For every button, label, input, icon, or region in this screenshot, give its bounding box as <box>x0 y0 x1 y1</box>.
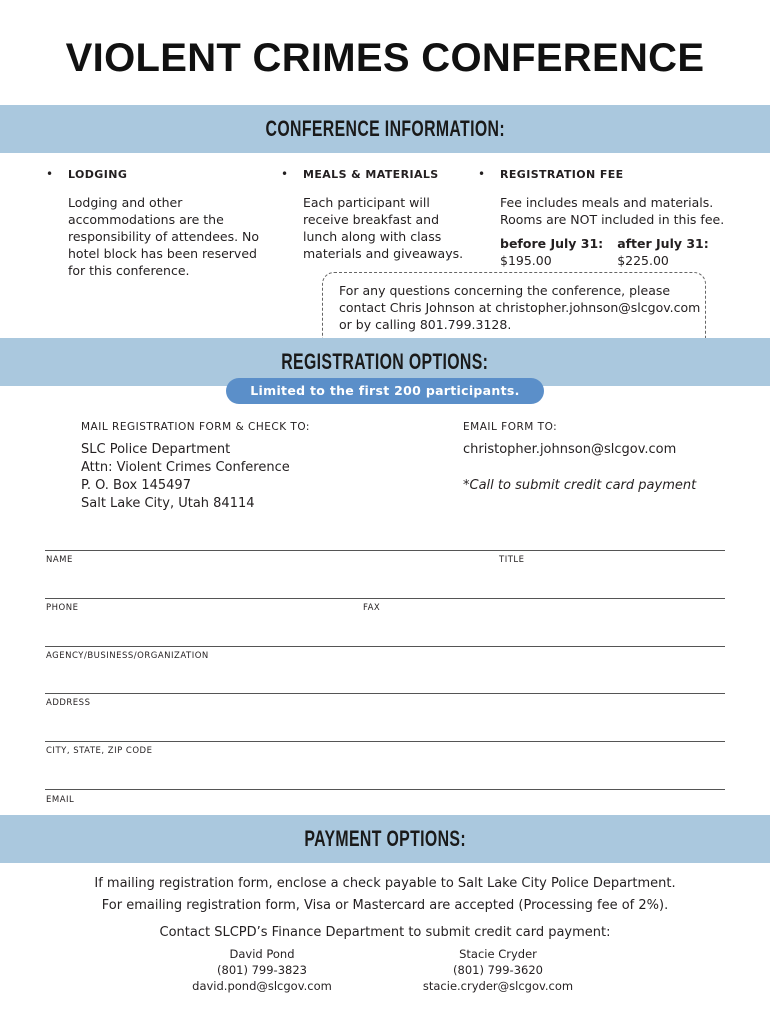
email-address-link[interactable]: christopher.johnson@slcgov.com <box>463 442 677 457</box>
mail-heading: MAIL REGISTRATION FORM & CHECK TO: <box>81 421 310 433</box>
contact-email[interactable]: stacie.cryder@slcgov.com <box>422 979 574 993</box>
page-title: VIOLENT CRIMES CONFERENCE <box>65 36 705 80</box>
registration-heading: REGISTRATION OPTIONS: <box>281 349 489 374</box>
email-field-label: EMAIL <box>46 795 75 805</box>
fee-before-value: $195.00 <box>500 253 552 268</box>
conference-info-heading: CONFERENCE INFORMATION: <box>265 116 505 141</box>
phone-field-label: PHONE <box>46 603 79 613</box>
fee-text: Fee includes meals and materials. Rooms are NOT included in this fee. <box>500 195 725 227</box>
name-line[interactable] <box>45 550 725 551</box>
agency-field-label: AGENCY/BUSINESS/ORGANIZATION <box>46 651 209 661</box>
questions-box: For any questions concerning the conference, please contact Chris Johnson at christopher.johnson@slcgov.com or by calling 801.799.3128. <box>322 272 706 344</box>
meals-heading: MEALS & MATERIALS <box>303 168 439 181</box>
meals-column <box>281 166 473 262</box>
bullet-icon: • <box>478 167 486 181</box>
fee-column <box>478 166 750 269</box>
fee-table <box>500 235 750 269</box>
fee-before <box>500 235 603 269</box>
fee-before-label: before July 31: <box>500 236 604 251</box>
fee-after-label: after July 31: <box>617 236 709 251</box>
conference-info-band <box>0 105 770 153</box>
fee-after-value: $225.00 <box>617 253 669 268</box>
payment-contact-text: Contact SLCPD’s Finance Department to submit credit card payment: <box>159 925 611 940</box>
fax-field-label: FAX <box>363 603 381 613</box>
meals-text: Each participant will receive breakfast and lunch along with class materials and giveaways. <box>303 195 464 261</box>
contact-stacie <box>388 946 608 994</box>
participant-limit-badge: Limited to the first 200 participants. <box>226 378 544 404</box>
contact-name: David Pond <box>229 947 295 961</box>
lodging-heading: LODGING <box>68 168 128 181</box>
phone-line[interactable] <box>45 598 725 599</box>
email-line[interactable] <box>45 789 725 790</box>
agency-line[interactable] <box>45 646 725 647</box>
city-field-label: CITY, STATE, ZIP CODE <box>46 746 153 756</box>
contact-phone: (801) 799-3823 <box>217 963 307 977</box>
address-line[interactable] <box>45 693 725 694</box>
title-field-label: TITLE <box>499 555 525 565</box>
credit-card-note: *Call to submit credit card payment <box>463 478 697 493</box>
bullet-icon: • <box>46 167 54 181</box>
city-line[interactable] <box>45 741 725 742</box>
name-field-label: NAME <box>46 555 73 565</box>
address-field-label: ADDRESS <box>46 698 91 708</box>
lodging-text: Lodging and other accommodations are the responsibility of attendees. No hotel block has been reserved for this conference. <box>68 195 260 278</box>
contact-david <box>152 946 372 994</box>
contact-phone: (801) 799-3620 <box>453 963 543 977</box>
fee-after <box>617 235 709 269</box>
contact-email[interactable]: david.pond@slcgov.com <box>192 979 332 993</box>
contact-name: Stacie Cryder <box>459 947 537 961</box>
payment-band <box>0 815 770 863</box>
bullet-icon: • <box>281 167 289 181</box>
payment-heading: PAYMENT OPTIONS: <box>304 826 466 851</box>
mail-address: SLC Police Department Attn: Violent Crimes Conference P. O. Box 145497 Salt Lake City, Utah 84114 <box>81 442 290 511</box>
lodging-column <box>46 166 268 279</box>
fee-heading: REGISTRATION FEE <box>500 168 624 181</box>
payment-check-text: If mailing registration form, enclose a check payable to Salt Lake City Police Department. <box>94 876 676 891</box>
email-heading: EMAIL FORM TO: <box>463 421 558 433</box>
payment-card-text: For emailing registration form, Visa or Mastercard are accepted (Processing fee of 2%). <box>101 898 669 913</box>
